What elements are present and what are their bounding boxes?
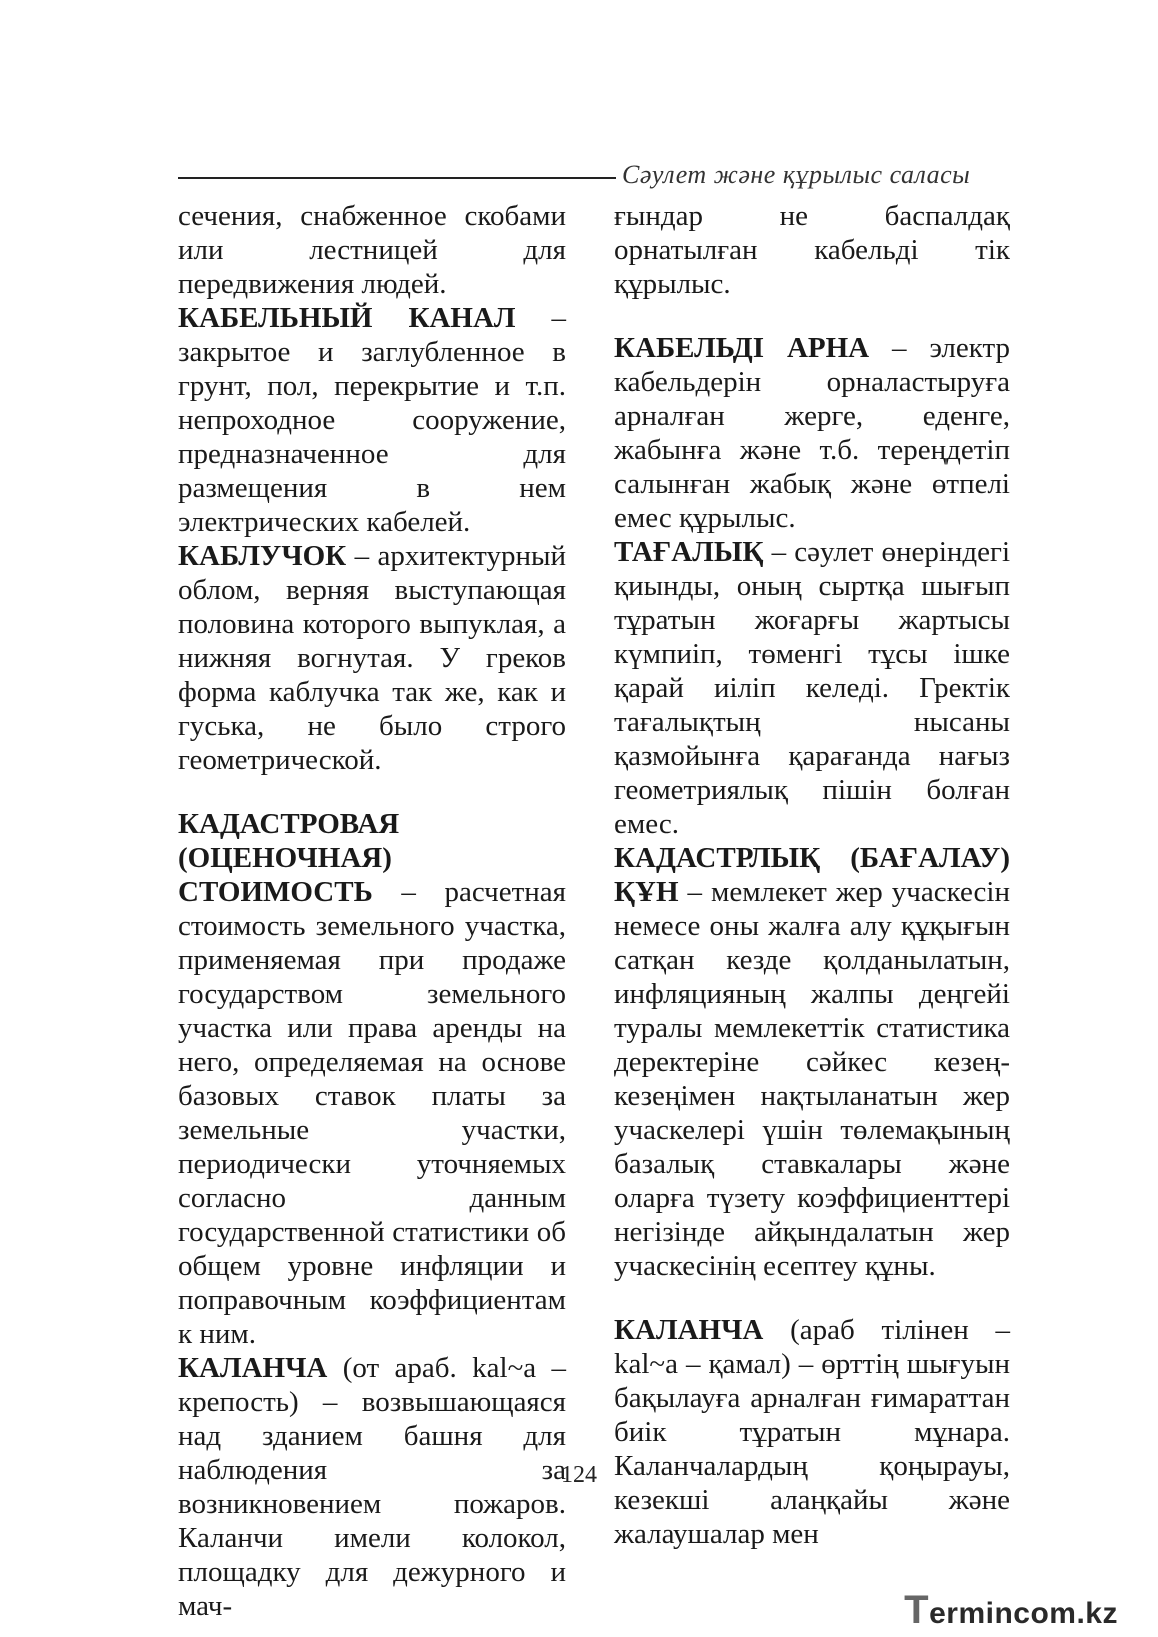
entry-definition: – архитектурный облом, верняя выступающая половина которого выпуклая, а нижняя вогнутая. У греков форма каблучка так же, как и гуська, не было строго геометрической. bbox=[178, 540, 566, 776]
entry-kalancha-kk bbox=[614, 1313, 1010, 1551]
termincom-watermark bbox=[904, 1588, 1118, 1633]
watermark-first-letter: T bbox=[904, 1588, 930, 1632]
entry-term: КАДАСТРОВАЯ (ОЦЕНОЧНАЯ) СТОИМОСТЬ bbox=[178, 808, 400, 908]
entry-kadastrlyq-qun bbox=[614, 841, 1010, 1283]
entry-definition: (от араб. kal~a – крепость) – возвышающаяся над зданием башня для наблюдения за возникновением пожаров. Каланчи имели колокол, площадку для дежурного и мач- bbox=[178, 1352, 566, 1622]
spacer bbox=[178, 777, 566, 807]
entry-term: КАБЕЛЬДІ АРНА bbox=[614, 332, 870, 364]
right-continuation-text: ғындар не баспалдақ орнатылған кабельді тік құрылыс. bbox=[614, 200, 1010, 300]
entry-term: КАБЛУЧОК bbox=[178, 540, 347, 572]
entry-definition: – закрытое и заглубленное в грунт, пол, перекрытие и т.п. непроходное сооружение, предназначенное для размещения в нем электрических кабелей. bbox=[178, 302, 566, 538]
entry-definition: – электр кабельдерін орналастыруға арналған жерге, еденге, жабынға және т.б. тереңдетіп салынған жабық және өтпелі емес құрылыс. bbox=[614, 332, 1010, 534]
right-column bbox=[614, 199, 1010, 1551]
watermark-rest: ermincom.kz bbox=[929, 1597, 1118, 1630]
left-column bbox=[178, 199, 566, 1623]
page-number: 124 bbox=[561, 1462, 597, 1488]
entry-term: ТАҒАЛЫҚ bbox=[614, 536, 764, 568]
header-rule bbox=[178, 177, 616, 179]
entry-tagalyq bbox=[614, 535, 1010, 841]
entry-kabluchok bbox=[178, 539, 566, 777]
entry-definition: – сәулет өнеріндегі қиынды, оның сыртқа шығып тұратын жоғарғы жартысы күмпиіп, төменгі тұсы ішке қарай иіліп келеді. Гректік тағалықтың нысаны қазмойынға қарағанда нағыз геометриялық пішін болған емес. bbox=[614, 536, 1010, 840]
entry-term: КАДАСТРЛЫҚ (БАҒАЛАУ) ҚҰН bbox=[614, 842, 1010, 908]
entry-kabelny-kanal bbox=[178, 301, 566, 539]
entry-kadastrovaya-stoimost bbox=[178, 807, 566, 1351]
entry-term: КАЛАНЧА bbox=[614, 1314, 764, 1346]
entry-term: КАБЕЛЬНЫЙ КАНАЛ bbox=[178, 302, 516, 334]
running-header: Сәулет және құрылыс саласы bbox=[622, 160, 971, 189]
entry-definition: – расчетная стоимость земельного участка, применяемая при продаже государством земельного участка или права аренды на него, определяемая на основе базовых ставок платы за земельные участки, периодически уточняемых согласно данным государственной статистики об общем уровне инфляции и поправочным коэффициентам к ним. bbox=[178, 876, 566, 1350]
entry-definition: – мемлекет жер учаскесін немесе оны жалға алу құқығын сатқан кезде қолданылатын, инфляцияның жалпы деңгейі туралы мемлекеттік статистика деректеріне сәйкес кезең-кезеңімен нақтыланатын жер учаскелері үшін төлемақының базалық ставкалары және оларға түзету коэффициенттері негізінде айқындалатын жер учаскесінің есептеу құны. bbox=[614, 876, 1010, 1282]
left-continuation-text: сечения, снабженное скобами или лестницей для передвижения людей. bbox=[178, 200, 566, 300]
spacer bbox=[614, 301, 1010, 331]
spacer bbox=[614, 1283, 1010, 1313]
entry-definition: (араб тілінен – kal~a – қамал) – өрттің шығуын бақылауға арналған ғимараттан биік тұратын мұнара. Каланчалардың қоңырауы, кезекші алаңқайы және жалаушалар мен bbox=[614, 1314, 1010, 1550]
entry-kabeldi-arna bbox=[614, 331, 1010, 535]
entry-term: КАЛАНЧА bbox=[178, 1352, 328, 1384]
